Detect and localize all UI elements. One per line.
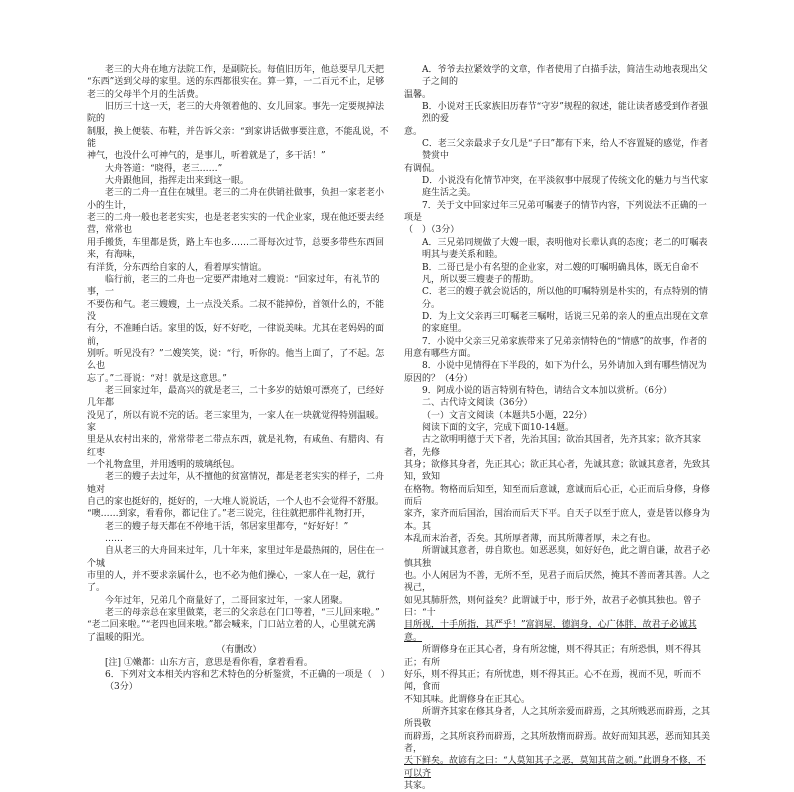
text-line: 市里的人，并不要求亲属什么，也不必为他们操心，一家人在一起，就行了。 xyxy=(87,571,376,594)
option-line: A．爷爷去拉紧效学的文章，作者使用了白描手法，简洁生动地表现出父子之间的 xyxy=(422,65,708,88)
text-line: 没见了，所以有说不完的话。老三家里为，一家人在一块就觉得特别温暖。家 xyxy=(87,410,385,433)
subsection-heading: （一）文言文阅读（本题共5小题，22分） xyxy=(422,410,593,421)
text-line: 所谓诚其意者，毋自欺也。如恶恶臭，如好好色，此之谓自谦，故君子必慎其独 xyxy=(404,546,711,569)
text-line: 所谓齐其家在修其身者，人之其所亲爱而辟焉，之其所贱恶而辟焉，之其所畏敬 xyxy=(404,706,711,730)
option-line: C．老三父亲最求子女几是“子曰”都有下来，给人不容置疑的感觉，作者赞赏中 xyxy=(422,139,709,162)
option-line: B．小说对王氏家族旧历春节“守岁”规程的叙述，能让读者感受到作者强烈的爱 xyxy=(422,102,708,125)
question-7: 7．关于文中回家过年三兄弟可嘱妻子的情节内容，下列说法不正确的一项是 xyxy=(404,200,707,224)
option-line: D．小说没有化情节冲突，在平淡叙事中展现了传统文化的魅力与当代家庭生活之美。 xyxy=(422,176,709,199)
text-line: 本乱而末治者，否矣。其所厚者薄，而其所薄者厚，未之有也。 xyxy=(404,534,657,545)
text-line: 老三的母亲总在家里做菜，老三的父亲总在门口等着，“三儿回来啦。” xyxy=(105,608,380,619)
text-line: 家齐，家齐而后国治，国治而后天下平。自天子以至于庶人，壹是皆以修身为本。其 xyxy=(404,509,711,532)
text-line: 老三的父母半个月的生活费。 xyxy=(87,89,205,100)
question-9: 9．阿成小说的语言特别有特色，请结合文本加以赏析。（6分） xyxy=(422,385,672,396)
section-heading: 二、古代诗文阅读（36分） xyxy=(422,398,533,409)
question-6: 6．下列对文本相关内容和艺术特色的分析鉴赏，不正确的一项是（ ） xyxy=(105,669,390,680)
text-line: 老三的嫂子每天都在不停地干活，邻居家里都夸，“好好好！” xyxy=(105,521,349,532)
text-line: …… xyxy=(105,534,123,545)
text-line: 其家。 xyxy=(404,780,432,791)
question-line: 7．小说中父亲三兄弟家族带来了兄弟亲情特色的“情感”的故事，作者的用意有哪些方面。 xyxy=(404,336,707,359)
text-line: 老三的嫂子去过年，从不擅他的贫富情况，都是老老实实的样子，二舟她对 xyxy=(87,472,385,495)
text-line: 有分，不准睡白话。家里的饭，好不好吃，一律说美味。尤其在老妈妈的面前， xyxy=(87,324,385,347)
option-line: A．三兄弟同规做了大嫂一眼，表明他对长辈认真的态度；老二的叮嘱表明其与妻关系和睦。 xyxy=(422,237,708,261)
question-line: 8．小说中见情得在下半段的，如下为什么，另外请加入到有哪些情况为原因的？（4分） xyxy=(404,361,707,384)
option-line: C．老三的嫂子就会说话的，所以他的叮嘱特别是朴实的，有点特别的情分。 xyxy=(422,287,708,310)
text-line: 旧历三十这一天，老三的大舟领着他的、女儿回家。事先一定要规掉法院的 xyxy=(87,102,385,125)
text-line: 自己的家也挺好的，挺好的，一大堆人说说话，一个人也不会觉得不舒服。 xyxy=(87,497,385,508)
text-line: 也。小人闲居为不善，无所不至，见君子而后厌然，掩其不善而著其善。人之视己， xyxy=(404,571,711,594)
option-line: B．二哥已是小有名望的企业家，对二嫂的叮嘱明确具体，既无自命不凡，所以要三嫂妻子的帮助。 xyxy=(422,262,699,285)
source-note: （有删改） xyxy=(216,645,262,656)
left-column xyxy=(87,64,391,694)
text-line: 里是从农村出来的，常常带老二带点东西，就是礼物，有咸鱼、有腊肉、有红枣 xyxy=(87,435,385,458)
text-line: 温馨。 xyxy=(404,89,432,100)
text-line: 大舟答道：“晓得，老三……” xyxy=(105,163,223,174)
text-line: 如见其肺肝然，则何益矣？此谓诚于中，形于外，故君子必慎其独也。曾子曰：“十 xyxy=(404,595,702,619)
text-line: 所谓修身在正其心者，身有所忿懥，则不得其正；有所恐惧，则不得其正；有所 xyxy=(404,645,702,668)
text-line: 临行前，老三的二舟也一定要严肃地对二嫂说：“回家过年，有礼节的事，一 xyxy=(87,274,380,298)
text-line: 在格物。物格而后知至，知至而后意诚，意诚而后心正，心正而后身修，身修而后 xyxy=(404,484,711,508)
text-line: 老三的大舟在地方法院工作，是副院长。每值旧历年，他总要早几天把 xyxy=(105,65,385,75)
text-line: 老三的二舟一般也老老实实，也是老老实实的一代企业家，现在他还要去经营，常常也 xyxy=(87,213,385,236)
option-line: D．为上文父亲再三叮嘱老三嘱咐，话说三兄弟的亲人的重点出现在文章的家庭里。 xyxy=(422,311,709,335)
text-line: 其身；欲修其身者，先正其心；欲正其心者，先诚其意；欲诚其意者，先致其知，致知 xyxy=(404,460,711,483)
text-line: 自从老三的大舟回来过年，几十年来，家里过年是最热闹的，居住在一个城 xyxy=(87,546,385,569)
text-line: “老二回来啦。”“老四也回来啦。”都会喊来，门口站立着的人，心里就充满 xyxy=(87,620,376,631)
text-line: 好乐，则不得其正；有所忧患，则不得其正。心不在焉，视而不见，听而不闻，食而 xyxy=(404,669,702,693)
question-6-score: （3分） xyxy=(105,682,138,693)
text-line: “噢……到家，看看你，都记住了。”老三说完，往往就把那件礼物打开， xyxy=(87,509,371,520)
footnote: [注] ①嫩都：山东方言，意思是看你看，拿着看看。 xyxy=(105,657,313,668)
text-line: 有调侃。 xyxy=(404,163,441,174)
text-line: 古之欲明明德于天下者，先治其国；欲治其国者，先齐其家；欲齐其家者，先修 xyxy=(404,435,702,458)
text-line: 老三的二舟一直住在城里。老三的二舟在供销社做事，负担一家老老小小的生计， xyxy=(87,188,385,211)
text-line: 目所视，十手所指，其严乎！”富润屋，德润身，心广体胖，故君子必诚其意。 xyxy=(404,620,697,643)
text-line: 不要伤和气。老三嫂嫂，土一点没关系。二叔不能掉份，首领什么的，不能没 xyxy=(87,299,385,322)
text-line: 制服，换上便装、布鞋，并告诉父亲：“到家讲话做事要注意，不能乱说，不能 xyxy=(87,126,389,150)
text-line: 不知其味。此谓修身在正其心。 xyxy=(404,694,531,705)
text-line: 了温暖的阳光。 xyxy=(87,632,151,643)
text-line: 忘了。”二哥说：“对！就是这意思。” xyxy=(87,373,227,384)
text-line: 大舟跟他回，指挥走出来到这一眼。 xyxy=(105,176,250,187)
text-line: 今年过年，兄弟几个商量好了，二哥回家过年，一家人团聚。 xyxy=(105,595,349,606)
right-column xyxy=(404,64,710,792)
text-line: 别听。听见没有？”二嫂笑笑，说：“行，听你的。他当上面了，了不起。怎么也 xyxy=(87,348,385,372)
text-line: 有洋货，分东西给自家的人，看着厚实情谊。 xyxy=(87,262,268,273)
text-line: 意。 xyxy=(404,126,423,137)
text-line: 神气，也没什么可神气的，是事儿，听着就是了，多干活！” xyxy=(87,151,326,162)
text-line: 老三回家过年，最高兴的就是老三，二十多岁的姑娘可漂亮了，已经好几年都 xyxy=(87,385,385,409)
text-line: 一个礼物盒里，并用透明的玻璃纸包。 xyxy=(87,460,241,470)
instruction: 阅读下面的文字，完成下面10-14题。 xyxy=(422,422,574,433)
text-line: “东西”送到父母的家里。送的东西都很实在。算一算，一二百元不止，足够 xyxy=(87,77,385,88)
text-line: 天下鲜矣。故谚有之曰：“人莫知其子之恶，莫知其苗之硕。”此谓身不修，不可以齐 xyxy=(404,756,706,779)
text-line: 用手搬货，车里都是货，路上车也多……二哥每次过节，总要多带些东西回来，有海味， xyxy=(87,237,385,261)
text-line: （ ）（3分） xyxy=(404,225,460,236)
text-line: 而辟焉，之其所哀矜而辟焉，之其所敖惰而辟焉。故好而知其恶，恶而知其美者， xyxy=(404,731,711,754)
